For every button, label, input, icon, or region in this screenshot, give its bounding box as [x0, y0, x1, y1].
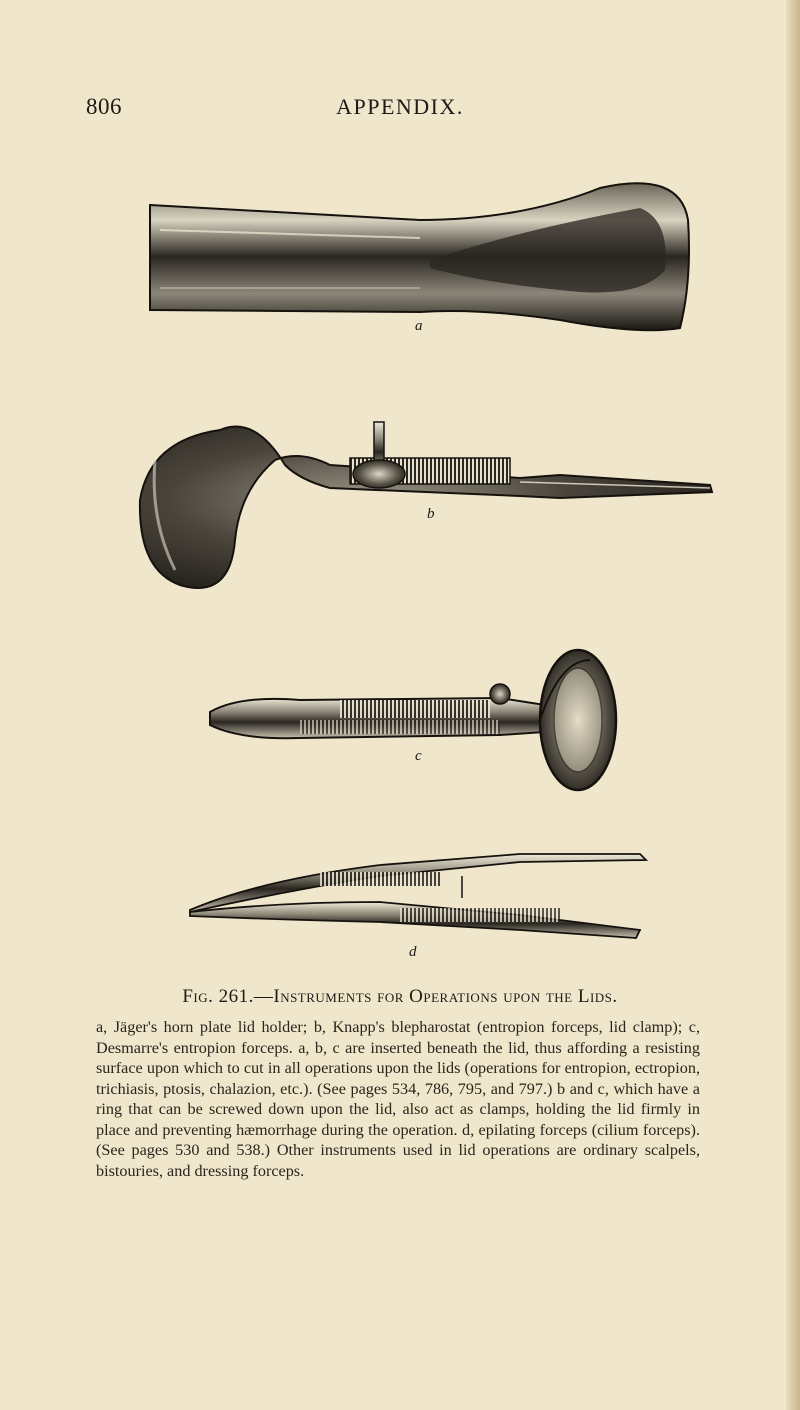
figure-caption-body: a, Jäger's horn plate lid holder; b, Knapp's blepharostat (entropion forceps, lid clamp); c, Desmarre's entropion forceps. a, b, c are inserted beneath the lid, thus affording a resisting surface upon which to cut in all operations upon the lids (operations for entropion, ectropion, trichiasis, ptosis, chalazion, etc.). (See pages 534, 786, 795, and 797.) b and c, which have a ring that can be screwed down upon the lid, also act as clamps, holding the lid firmly in place and preventing hæmorrhage during the operation. d, epilating forceps (cilium forceps). (See pages 530 and 538.) Other instruments used in lid operations are ordinary scalpels, bistouries, and dressing forceps.: [96, 1018, 700, 1180]
running-head: APPENDIX.: [336, 94, 464, 119]
instrument-c-entropion-forceps: [210, 650, 616, 790]
instrument-b-blepharostat: [140, 422, 712, 588]
label-b: b: [427, 506, 435, 522]
instrument-d-epilating-forceps: [190, 854, 646, 960]
instrument-a-horn-plate: [150, 183, 689, 334]
label-a: a: [415, 318, 423, 334]
figure-instruments: [0, 160, 800, 980]
label-d: d: [409, 944, 417, 960]
label-c: c: [415, 748, 422, 764]
page-header: [0, 88, 800, 128]
figure-caption-title: Fig. 261.—Instruments for Operations upon the Lids.: [182, 986, 618, 1007]
page-number: 806: [86, 94, 122, 119]
